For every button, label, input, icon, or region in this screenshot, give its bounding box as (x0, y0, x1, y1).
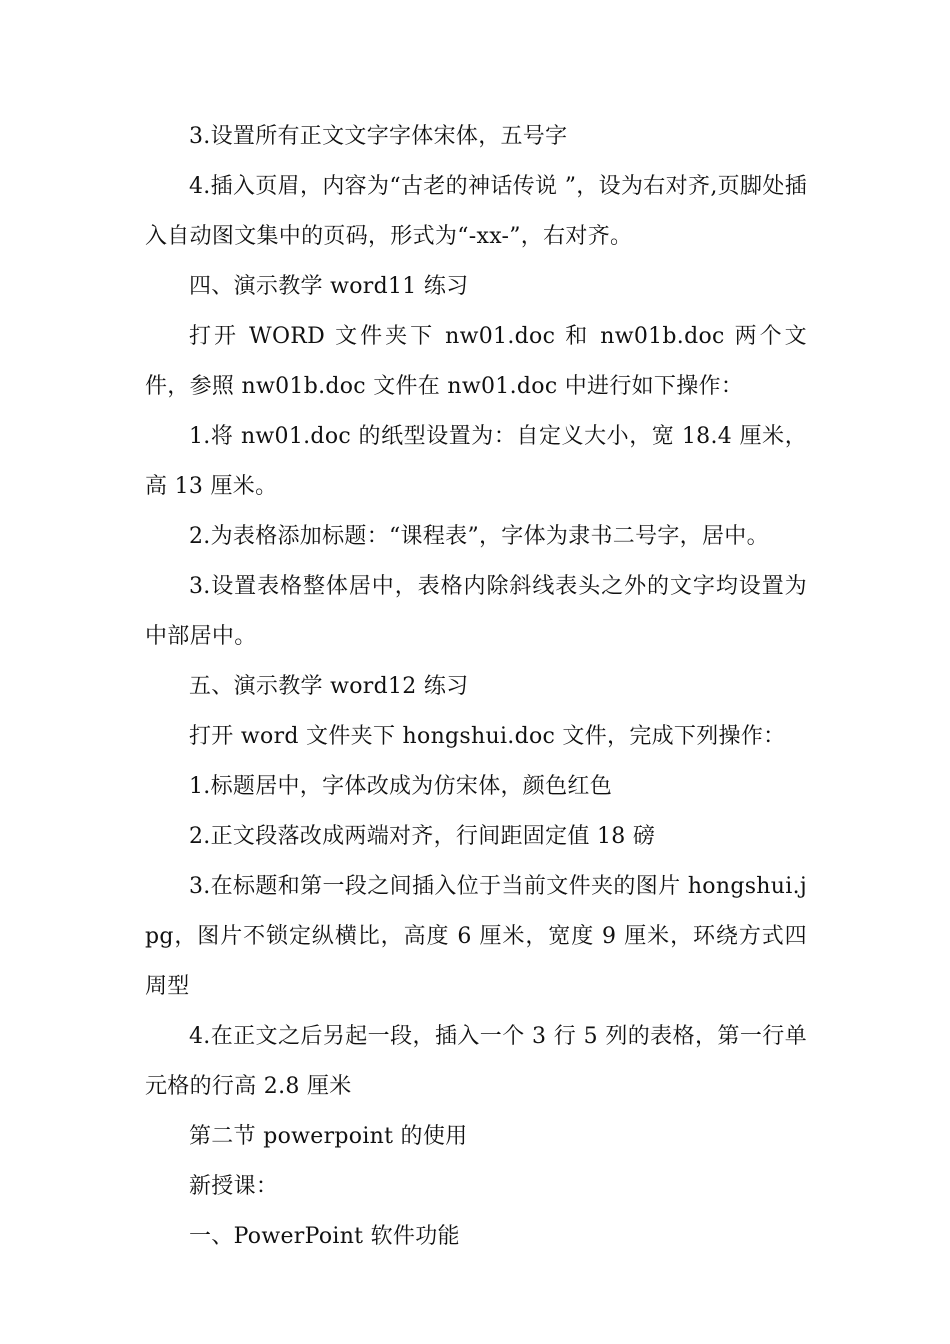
paragraph-step-3-font: 3.设置所有正文文字字体宋体，五号字 (189, 124, 568, 149)
paragraph-word11-intro: 打开 WORD 文件夹下 nw01.doc 和 nw01b.doc 两个文件，参照 nw01b.doc 文件在 nw01.doc 中进行如下操作： (145, 324, 807, 399)
paragraph-word12-step-3: 3.在标题和第一段之间插入位于当前文件夹的图片 hongshui.jpg，图片不锁定纵横比，高度 6 厘米，宽度 9 厘米，环绕方式四周型 (145, 874, 807, 999)
heading-powerpoint-functions: 一、PowerPoint 软件功能 (189, 1224, 460, 1249)
section-heading-powerpoint: 第二节 powerpoint 的使用 (189, 1124, 468, 1149)
paragraph-word11-step-1: 1.将 nw01.doc 的纸型设置为：自定义大小，宽 18.4 厘米，高 13 厘米。 (145, 424, 807, 499)
paragraph-word12-step-2: 2.正文段落改成两端对齐，行间距固定值 18 磅 (189, 824, 656, 849)
section-heading-word12: 五、演示教学 word12 练习 (189, 674, 469, 699)
paragraph-step-4-header-footer: 4.插入页眉，内容为“古老的神话传说 ”，设为右对齐,页脚处插入自动图文集中的页码，形式为“-xx-”，右对齐。 (145, 174, 807, 249)
paragraph-new-lesson: 新授课： (189, 1174, 279, 1199)
paragraph-word11-step-3: 3.设置表格整体居中，表格内除斜线表头之外的文字均设置为中部居中。 (145, 574, 807, 649)
section-heading-word11: 四、演示教学 word11 练习 (189, 274, 469, 299)
paragraph-word12-step-4: 4.在正文之后另起一段，插入一个 3 行 5 列的表格，第一行单元格的行高 2.8 厘米 (145, 1024, 807, 1099)
paragraph-word12-step-1: 1.标题居中，字体改成为仿宋体，颜色红色 (189, 774, 612, 799)
paragraph-word12-intro: 打开 word 文件夹下 hongshui.doc 文件，完成下列操作： (189, 724, 786, 749)
document-body (145, 112, 807, 1262)
paragraph-word11-step-2: 2.为表格添加标题：“课程表”，字体为隶书二号字，居中。 (189, 524, 769, 549)
